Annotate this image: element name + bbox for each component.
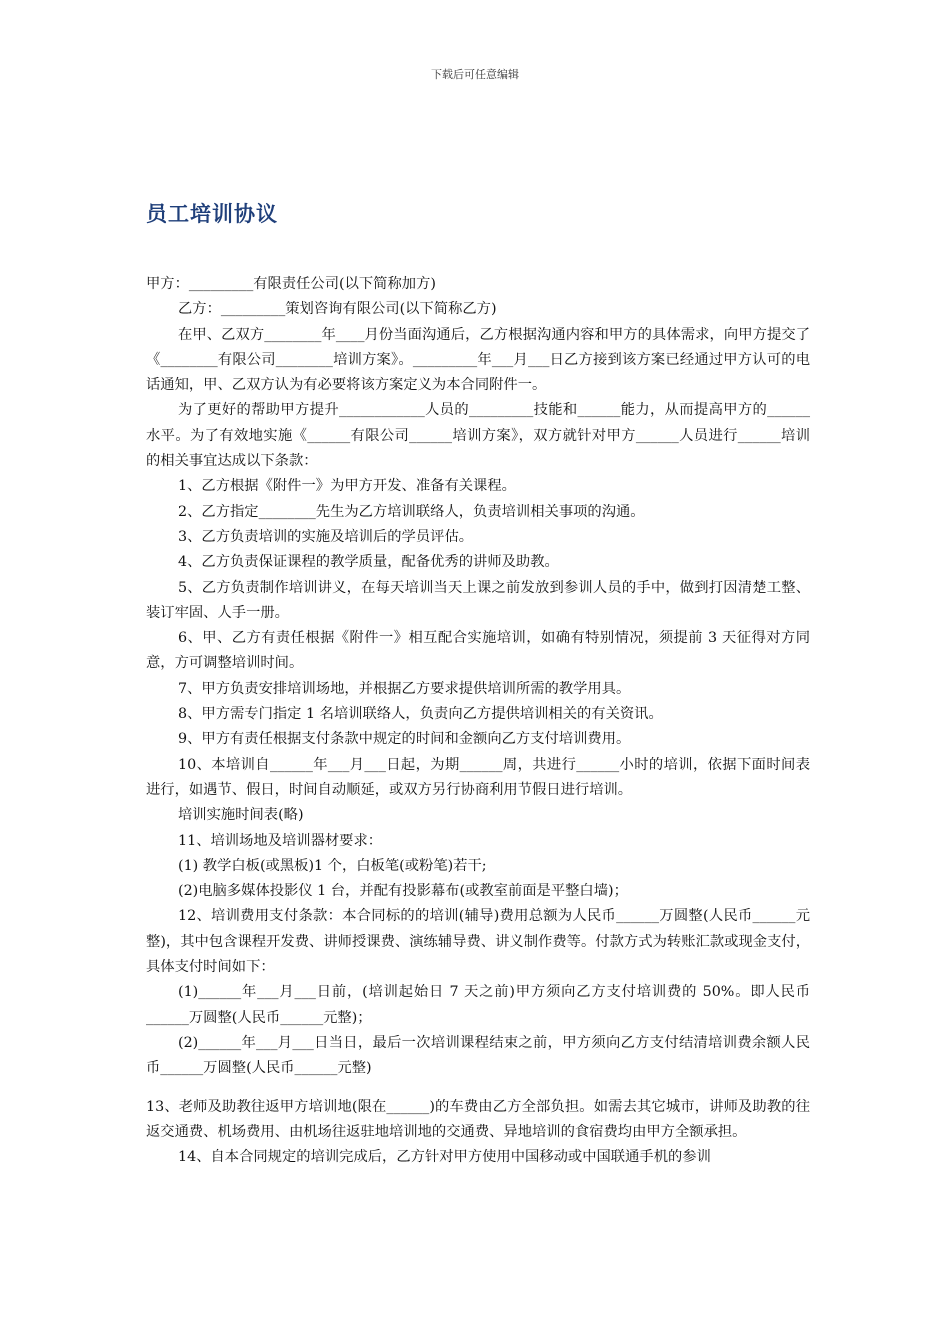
clause-11-item-2: (2)电脑多媒体投影仪 1 台，并配有投影幕布(或教室前面是平整白墙)； xyxy=(178,883,628,900)
clause-1: 1、乙方根据《附件一》为甲方开发、准备有关课程。 xyxy=(178,478,516,495)
party-a-line: 甲方：_________有限责任公司(以下简称加方) xyxy=(146,276,436,292)
document-title: 员工培训协议 xyxy=(146,202,278,226)
clause-11: 11、培训场地及培训器材要求： xyxy=(178,832,383,849)
clause-12-item-2: (2)______年___月___日当日，最后一次培训课程结束之前，甲方须向乙方支付结清培训费余额人民币______万圆整(人民币______元整) xyxy=(146,1034,810,1077)
clause-2: 2、乙方指定________先生为乙方培训联络人，负责培训相关事项的沟通。 xyxy=(178,503,645,520)
clause-9: 9、甲方有责任根据支付条款中规定的时间和金额向乙方支付培训费用。 xyxy=(178,731,631,748)
clause-10: 10、本培训自______年___月___日起，为期______周，共进行______小时的培训，依据下面时间表进行，如遇节、假日，时间自动顺延，或双方另行协商利用节假日进行培训。 xyxy=(146,756,810,798)
clause-7: 7、甲方负责安排培训场地，并根据乙方要求提供培训所需的教学用具。 xyxy=(178,680,631,697)
page-header: 下载后可任意编辑 xyxy=(431,68,519,81)
clause-13: 13、老师及助教往返甲方培训地(限在______)的车费由乙方全部负担。如需去其它城市，讲师及助教的往返交通费、机场费用、由机场往返驻地培训地的交通费、异地培训的食宿费均由甲方全额承担。 xyxy=(146,1098,810,1140)
background-paragraph: 在甲、乙双方________年____月份当面沟通后，乙方根据沟通内容和甲方的具体需求，向甲方提交了《________有限公司________培训方案》。_________年___月___日乙方接到该方案已经通过甲方认可的电话通知，甲、乙双方认为有必要将该方案定义为本合同附件一。 xyxy=(146,326,810,394)
clause-3: 3、乙方负责培训的实施及培训后的学员评估。 xyxy=(178,528,474,545)
document-body xyxy=(146,272,810,1170)
clause-11-item-1: (1) 教学白板(或黑板)1 个，白板笔(或粉笔)若干; xyxy=(178,857,487,874)
clause-12: 12、培训费用支付条款：本合同标的的培训(辅导)费用总额为人民币______万圆整(人民币______元整)，其中包含课程开发费、讲师授课费、演练辅导费、讲义制作费等。付款方式为转账汇款或现金支付，具体支付时间如下： xyxy=(146,908,810,976)
schedule-note: 培训实施时间表(略) xyxy=(178,807,304,824)
clause-8: 8、甲方需专门指定 1 名培训联络人，负责向乙方提供培训相关的有关资讯。 xyxy=(178,706,663,723)
clause-4: 4、乙方负责保证课程的教学质量，配备优秀的讲师及助教。 xyxy=(178,554,559,571)
clause-6: 6、甲、乙方有责任根据《附件一》相互配合实施培训，如确有特别情况，须提前 3 天征得对方同意，方可调整培训时间。 xyxy=(146,630,810,672)
clause-12-item-1: (1)______年___月___日前，(培训起始日 7 天之前)甲方须向乙方支付培训费的 50%。即人民币______万圆整(人民币______元整)； xyxy=(146,984,810,1026)
purpose-paragraph: 为了更好的帮助甲方提升____________人员的_________技能和______能力，从而提高甲方的______水平。为了有效地实施《______有限公司______培训方案》，双方就针对甲方______人员进行______培训的相关事宜达成以下条款： xyxy=(146,402,810,470)
party-b-line: 乙方：_________策划咨询有限公司(以下简称乙方) xyxy=(178,301,497,318)
clause-5: 5、乙方负责制作培训讲义，在每天培训当天上课之前发放到参训人员的手中，做到打因清楚工整、装订牢固、人手一册。 xyxy=(146,579,810,621)
clause-14: 14、自本合同规定的培训完成后，乙方针对甲方使用中国移动或中国联通手机的参训 xyxy=(178,1149,711,1166)
